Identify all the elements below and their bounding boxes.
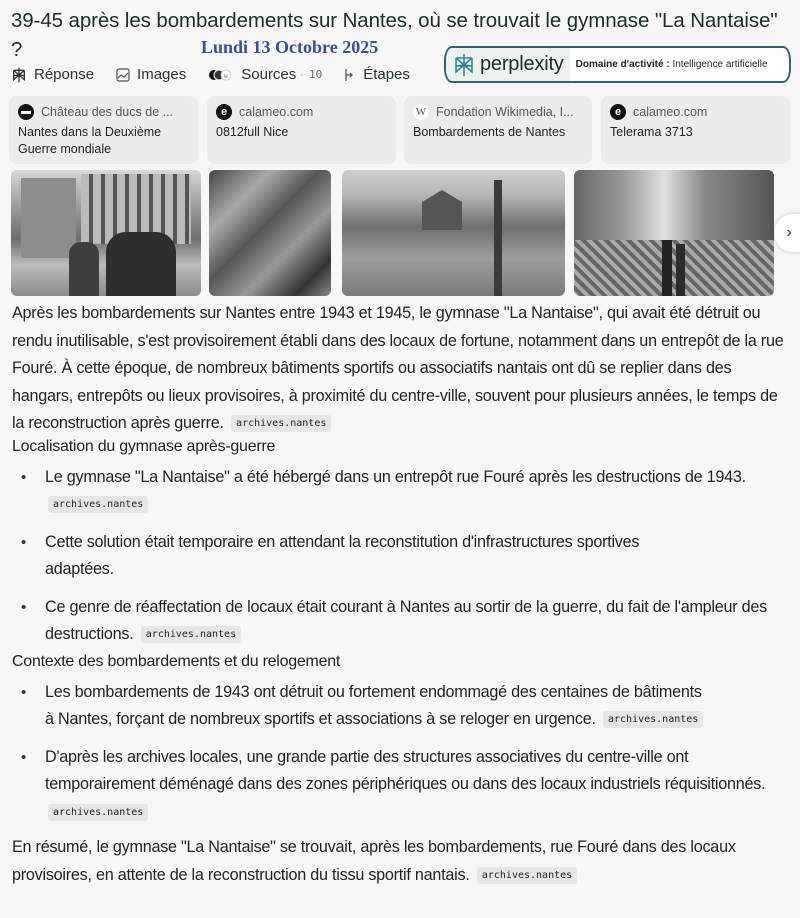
brand-domain: Domaine d'activité : Intelligence artificielle <box>575 59 768 70</box>
tab-images[interactable]: Images <box>116 66 186 83</box>
section-list <box>12 679 792 827</box>
section-heading: Contexte des bombardements et du relogement <box>12 652 341 670</box>
source-card[interactable]: W Fondation Wikimedia, I... Bombardements de Nantes <box>404 96 592 164</box>
section-list <box>12 464 792 649</box>
citation-badge[interactable]: archives.nantes <box>48 496 148 513</box>
source-card[interactable]: e calameo.com 0812full Nice <box>207 96 396 164</box>
carousel-next-button[interactable] <box>774 214 800 252</box>
wikipedia-favicon-icon: W <box>413 104 429 120</box>
answer-summary: En résumé, le gymnase "La Nantaise" se trouvait, après les bombardements, rue Fouré dans des locaux provisoires, en attente de la reconstruction du tissu sportif nantais. archives.nantes <box>12 838 736 885</box>
list-item: • Ce genre de réaffectation de locaux était courant à Nantes au sortir de la guerre, du fait de l'ampleur des destructions. archives.nantes <box>12 594 792 649</box>
citation-badge[interactable]: archives.nantes <box>231 415 331 432</box>
brand-name: perplexity <box>480 53 564 75</box>
tab-reponse[interactable]: Réponse <box>11 66 94 83</box>
tab-sources[interactable]: w Sources · 10 <box>208 66 322 83</box>
citation-badge[interactable]: archives.nantes <box>141 626 241 643</box>
list-item: • Cette solution était temporaire en attendant la reconstitution d'infrastructures sportives adaptées. <box>12 529 792 584</box>
brand-banner <box>444 46 791 83</box>
tab-etapes[interactable]: Étapes <box>344 66 410 83</box>
image-carousel <box>11 170 800 297</box>
perplexity-logo <box>446 48 570 81</box>
chevron-right-icon: › <box>786 224 792 241</box>
sources-count: 10 <box>308 68 323 81</box>
carousel-image[interactable] <box>574 170 774 296</box>
svg-text:w: w <box>223 71 229 80</box>
image-icon <box>116 68 130 82</box>
answer-tabs <box>11 66 432 83</box>
perplexity-icon <box>11 67 27 83</box>
answer-intro: Après les bombardements sur Nantes entre 1943 et 1945, le gymnase "La Nantaise", qui avait été détruit ou rendu inutilisable, s'est provisoirement établi dans des locaux de fortune, notamment dans un entrepôt de la rue Fouré. À cette époque, de nombreux bâtiments sportifs ou associatifs nantais ont dû se replier dans des hangars, entrepôts ou lieux provisoires, à proximité du centre-ville, souvent pour plusieurs années, le temps de la reconstruction après guerre. archives.nantes <box>12 304 784 433</box>
sources-favicons-icon <box>208 68 234 82</box>
citation-badge[interactable]: archives.nantes <box>603 711 703 728</box>
source-card[interactable]: Château des ducs de ... Nantes dans la Deuxième Guerre mondiale <box>9 96 198 164</box>
carousel-image[interactable] <box>342 170 565 296</box>
calameo-favicon-icon: e <box>610 104 626 120</box>
source-cards <box>9 96 792 165</box>
citation-badge[interactable]: archives.nantes <box>48 804 148 821</box>
carousel-image[interactable] <box>209 170 331 296</box>
calameo-favicon-icon: e <box>216 104 232 120</box>
carousel-image[interactable] <box>11 170 201 296</box>
perplexity-icon <box>452 53 476 77</box>
list-item: • Le gymnase "La Nantaise" a été hébergé dans un entrepôt rue Fouré après les destructions de 1943. archives.nantes <box>12 464 792 519</box>
date-stamp: Lundi 13 Octobre 2025 <box>201 37 379 57</box>
page-title: 39-45 après les bombardements sur Nantes, où se trouvait le gymnase "La Nantaise" ? <box>11 9 778 61</box>
answer-content <box>12 300 792 890</box>
source-card[interactable]: e calameo.com Telerama 3713 <box>601 96 790 164</box>
list-item: • D'après les archives locales, une grande partie des structures associatives du centre-ville ont temporairement déménagé dans des zones périphériques ou dans des locaux industriels réquisitionnés. archives.nantes <box>12 744 792 827</box>
section-heading: Localisation du gymnase après-guerre <box>12 437 276 455</box>
citation-badge[interactable]: archives.nantes <box>477 867 577 884</box>
chateau-favicon-icon <box>18 104 34 120</box>
list-item: • Les bombardements de 1943 ont détruit ou fortement endommagé des centaines de bâtiments à Nantes, forçant de nombreux sportifs et associations à se reloger en urgence. archives.nantes <box>12 679 792 734</box>
steps-icon <box>344 68 356 82</box>
